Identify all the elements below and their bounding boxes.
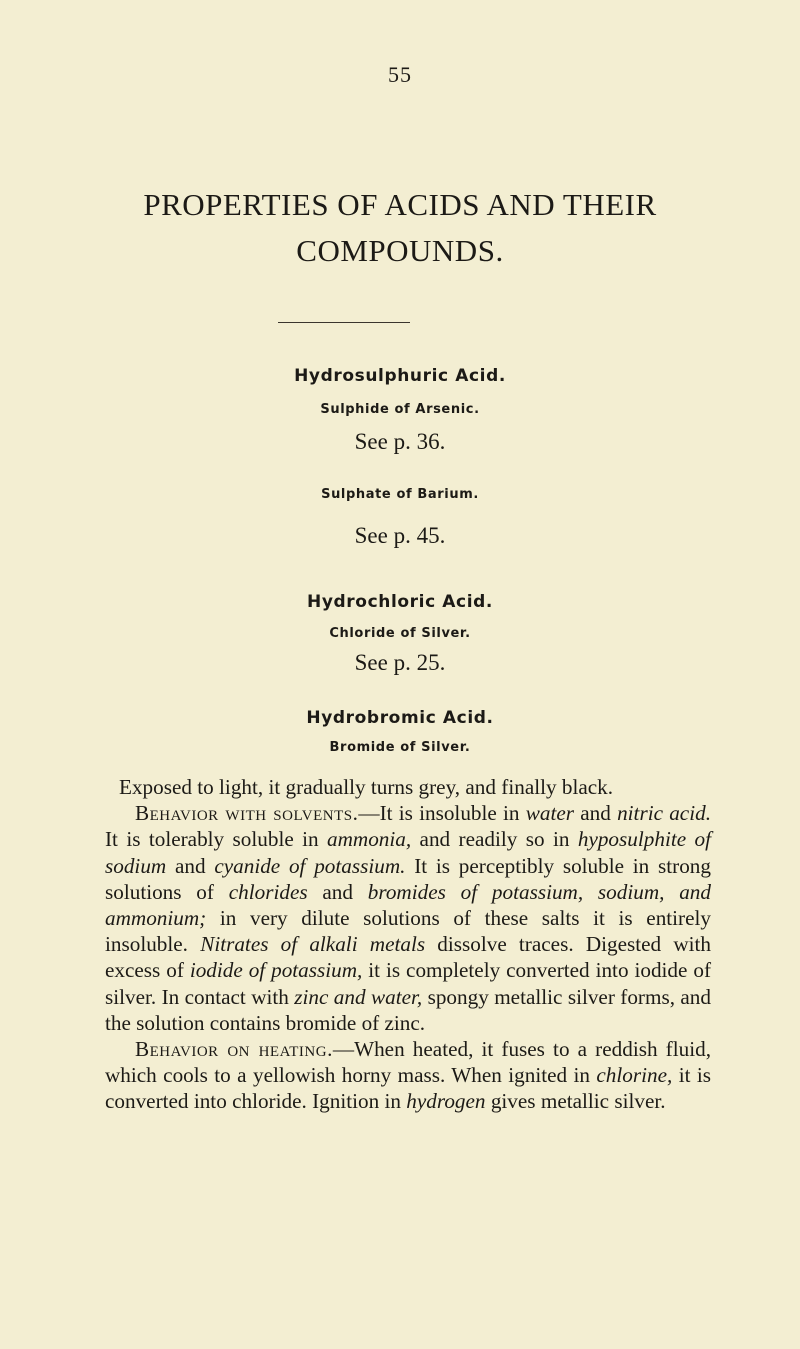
text-run: It is tolerably soluble in <box>105 827 327 852</box>
italic-term: nitric acid. <box>617 801 711 826</box>
page-number: 55 <box>388 62 412 87</box>
italic-term: chlorides <box>228 879 308 904</box>
text-run: It is perceptibly soluble in strong solutions of <box>105 853 711 904</box>
title-line-2: COMPOUNDS. <box>296 233 504 268</box>
text-run: it is completely converted into iodide of silver. In contact with <box>105 958 711 1009</box>
italic-term: hyposulphite of sodium <box>105 827 711 878</box>
acid-heading-hydrobromic: Hydrobromic Acid. <box>306 708 494 728</box>
italic-term: hydrogen <box>406 1089 486 1114</box>
text-run: dissolve traces. Digested with excess of <box>105 932 711 983</box>
text-run: and <box>307 879 368 904</box>
text-run: it is converted into chloride. Ignition in <box>105 1063 711 1114</box>
italic-term: Nitrates of alkali metals <box>200 932 426 957</box>
compound-heading-bromide-of-silver: Bromide of Silver. <box>329 740 471 755</box>
text-run: gives metallic silver. <box>485 1089 666 1114</box>
page-reference: See p. 45. <box>354 523 446 548</box>
paragraph-light: Exposed to light, it gradually turns grey, and finally black. <box>119 775 614 799</box>
text-run: and <box>574 801 618 826</box>
compound-heading-chloride-of-silver: Chloride of Silver. <box>329 626 471 641</box>
compound-heading-sulphide-of-arsenic: Sulphide of Arsenic. <box>320 402 480 417</box>
run-in-heading: Behavior on heating. <box>135 1037 333 1062</box>
italic-term: cyanide of potassium. <box>214 853 406 878</box>
page-reference: See p. 36. <box>354 429 446 454</box>
italic-term: water <box>525 801 575 826</box>
title-divider <box>278 322 410 323</box>
text-run: —When heated, it fuses to a reddish fluid, which cools to a yellowish horny mass. When ignited in <box>105 1037 711 1088</box>
page-reference: See p. 25. <box>354 650 446 675</box>
acid-heading-hydrosulphuric: Hydrosulphuric Acid. <box>294 366 506 386</box>
italic-term: iodide of potassium, <box>189 958 363 983</box>
text-run: and <box>166 853 215 878</box>
text-run: spongy metallic silver forms, and the solution contains bromide of zinc. <box>105 984 711 1035</box>
paragraph-heating <box>105 1036 711 1115</box>
text-run: and readily so in <box>411 827 578 852</box>
italic-term: zinc and water, <box>294 984 423 1009</box>
italic-term: bromides of potassium, sodium, and ammonium; <box>105 879 711 931</box>
title-line-1: PROPERTIES OF ACIDS AND THEIR <box>143 187 657 222</box>
paragraph-solvents <box>105 800 711 1036</box>
compound-heading-sulphate-of-barium: Sulphate of Barium. <box>321 487 479 502</box>
page-title <box>0 182 800 274</box>
italic-term: ammonia, <box>327 827 412 852</box>
acid-heading-hydrochloric: Hydrochloric Acid. <box>307 592 493 612</box>
italic-term: chlorine, <box>596 1063 673 1088</box>
run-in-heading: Behavior with solvents. <box>135 801 359 826</box>
body-text <box>105 774 711 1115</box>
text-run: in very dilute solutions of these salts it is entirely insoluble. <box>105 906 711 957</box>
text-run: —It is insoluble in <box>358 801 526 826</box>
